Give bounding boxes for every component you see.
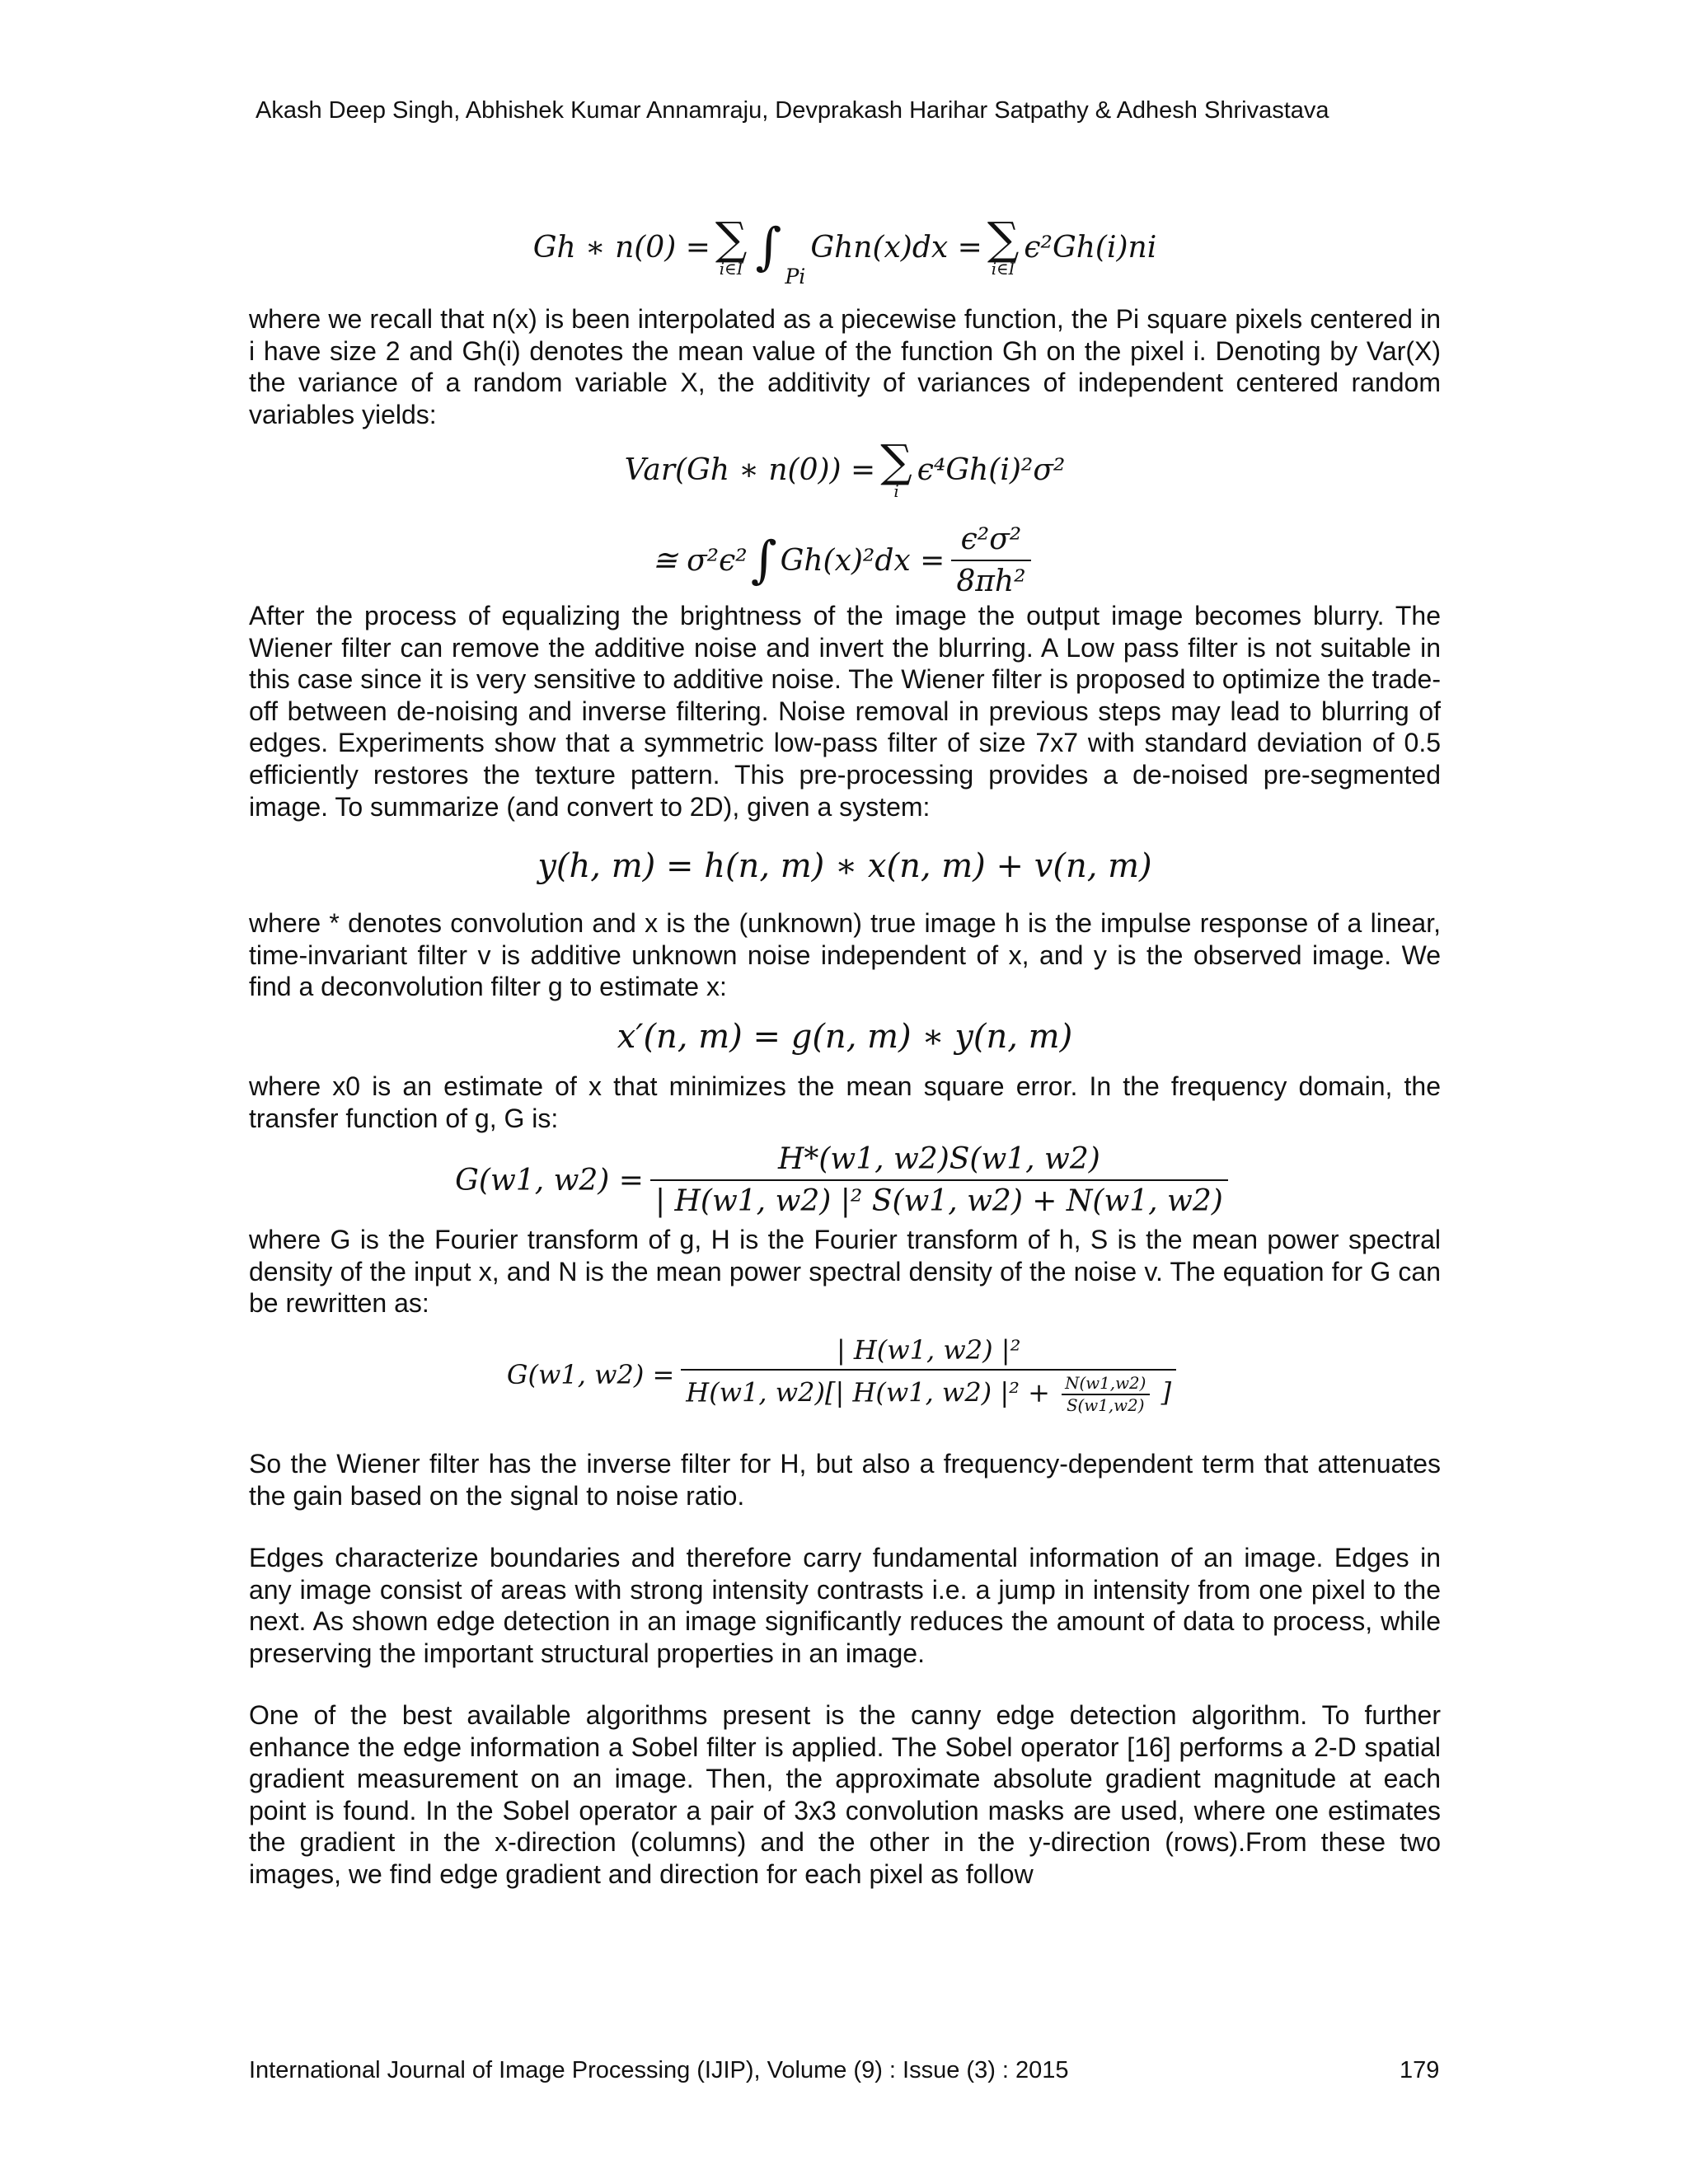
eq5-text: x′(n, m) = g(n, m) ∗ y(n, m): [617, 1018, 1073, 1056]
running-header: Akash Deep Singh, Abhishek Kumar Annamraju, Devprakash Harihar Satpathy & Adhesh Shrivastava: [256, 97, 1329, 124]
equation-3: [249, 521, 1441, 600]
eq6-lhs: G(w1, w2) =: [455, 1163, 644, 1197]
eq1-sum-sub: i∈I: [719, 260, 743, 279]
footer-page-number: 179: [1400, 2057, 1440, 2083]
equation-2: [249, 437, 1441, 503]
eq7-den: [681, 1369, 1176, 1415]
eq1-mid: Ghn(x)dx =: [810, 230, 982, 265]
eq6-num: H*(w1, w2)S(w1, w2): [777, 1142, 1100, 1176]
eq3-lhs: ≅ σ²ϵ²: [652, 543, 748, 578]
eq7-num: | H(w1, w2) |²: [836, 1334, 1021, 1366]
eq3-fraction: [951, 523, 1030, 598]
paragraph-4: where x0 is an estimate of x that minimizes the mean square error. In the frequency domain, the transfer function of g, G is:: [249, 1071, 1441, 1133]
eq7-fraction: [681, 1334, 1176, 1415]
eq3-mid: Gh(x)²dx =: [780, 543, 945, 578]
eq7-lhs: G(w1, w2) =: [506, 1359, 675, 1390]
eq6-den: | H(w1, w2) |² S(w1, w2) + N(w1, w2): [650, 1179, 1228, 1218]
integral-symbol: ∫: [755, 218, 782, 277]
eq7-inner-den: S(w1,w2): [1062, 1394, 1150, 1415]
paragraph-8: One of the best available algorithms present is the canny edge detection algorithm. To further enhance the edge information a Sobel filter is applied. The Sobel operator [16] performs a 2-D spatial gradient measurement on an image. Then, the approximate absolute gradient magnitude at each point is found. In the Sobel operator a pair of 3x3 convolution masks are used, where one estimates the gradient in the x-direction (columns) and the other in the y-direction (rows).From these two images, we find edge gradient and direction for each pixel as follow: [249, 1700, 1441, 1889]
eq7-inner-num: N(w1,w2): [1065, 1374, 1146, 1393]
equation-6: [249, 1139, 1441, 1221]
eq1-int-sub: Pi: [785, 265, 806, 288]
sum-symbol: ∑ i∈I: [715, 213, 748, 279]
eq7-den-b: ]: [1160, 1376, 1172, 1408]
sum-symbol: ∑ i∈I: [987, 213, 1020, 279]
paragraph-5: where G is the Fourier transform of g, H is the Fourier transform of h, S is the mean power spectral density of the input x, and N is the mean power spectral density of the noise v. The equation for G can be rewritten as:: [249, 1225, 1441, 1319]
eq7-inner-fraction: [1060, 1374, 1151, 1415]
eq2-lhs: Var(Gh ∗ n(0)) =: [624, 452, 876, 487]
paragraph-6: So the Wiener filter has the inverse filter for H, but also a frequency-dependent term that attenuates the gain based on the signal to noise ratio.: [249, 1449, 1441, 1511]
sum-symbol: ∑ i: [880, 435, 912, 502]
eq6-fraction: [650, 1142, 1228, 1218]
paragraph-2: After the process of equalizing the brightness of the image the output image becomes blurry. The Wiener filter can remove the additive noise and invert the blurring. A Low pass filter is not suitable in this case since it is very sensitive to additive noise. The Wiener filter is proposed to optimize the trade-off between de-noising and inverse filtering. Noise removal in previous steps may lead to blurring of edges. Experiments show that a symmetric low-pass filter of size 7x7 with standard deviation of 0.5 efficiently restores the texture pattern. This pre-processing provides a de-noised pre-segmented image. To summarize (and convert to 2D), given a system:: [249, 601, 1441, 822]
paragraph-3: where * denotes convolution and x is the (unknown) true image h is the impulse response of a linear, time-invariant filter v is additive unknown noise independent of x, and y is the observed image. We find a deconvolution filter g to estimate x:: [249, 908, 1441, 1002]
equation-5: [249, 1011, 1441, 1062]
footer-journal: International Journal of Image Processing (IJIP), Volume (9) : Issue (3) : 2015: [249, 2057, 1069, 2083]
equation-1: [249, 206, 1441, 288]
integral-symbol: ∫: [750, 531, 777, 590]
eq2-rhs: ϵ⁴Gh(i)²σ²: [917, 452, 1066, 487]
eq2-sum-sub: i: [893, 482, 899, 502]
eq4-text: y(h, m) = h(n, m) ∗ x(n, m) + v(n, m): [537, 847, 1152, 885]
eq1-rhs: ϵ²Gh(i)ni: [1024, 230, 1157, 265]
equation-4: [249, 841, 1441, 892]
eq1-sum-sub-2: i∈I: [991, 260, 1015, 279]
eq1-lhs: Gh ∗ n(0) =: [532, 230, 710, 265]
eq3-num: ϵ²σ²: [960, 523, 1022, 556]
eq3-den: 8πh²: [951, 560, 1030, 598]
eq7-den-a: H(w1, w2)[| H(w1, w2) |² +: [686, 1376, 1050, 1408]
paragraph-7: Edges characterize boundaries and therefore carry fundamental information of an image. Edges in any image consist of areas with strong intensity contrasts i.e. a jump in intensity from one pixel to the next. As shown edge detection in an image significantly reduces the amount of data to process, while preserving the important structural properties in an image.: [249, 1543, 1441, 1668]
equation-7: [249, 1325, 1441, 1424]
paragraph-1: where we recall that n(x) is been interpolated as a piecewise function, the Pi square pixels centered in i have size 2 and Gh(i) denotes the mean value of the function Gh on the pixel i. Denoting by Var(X) the variance of a random variable X, the additivity of variances of independent centered random variables yields:: [249, 304, 1441, 429]
